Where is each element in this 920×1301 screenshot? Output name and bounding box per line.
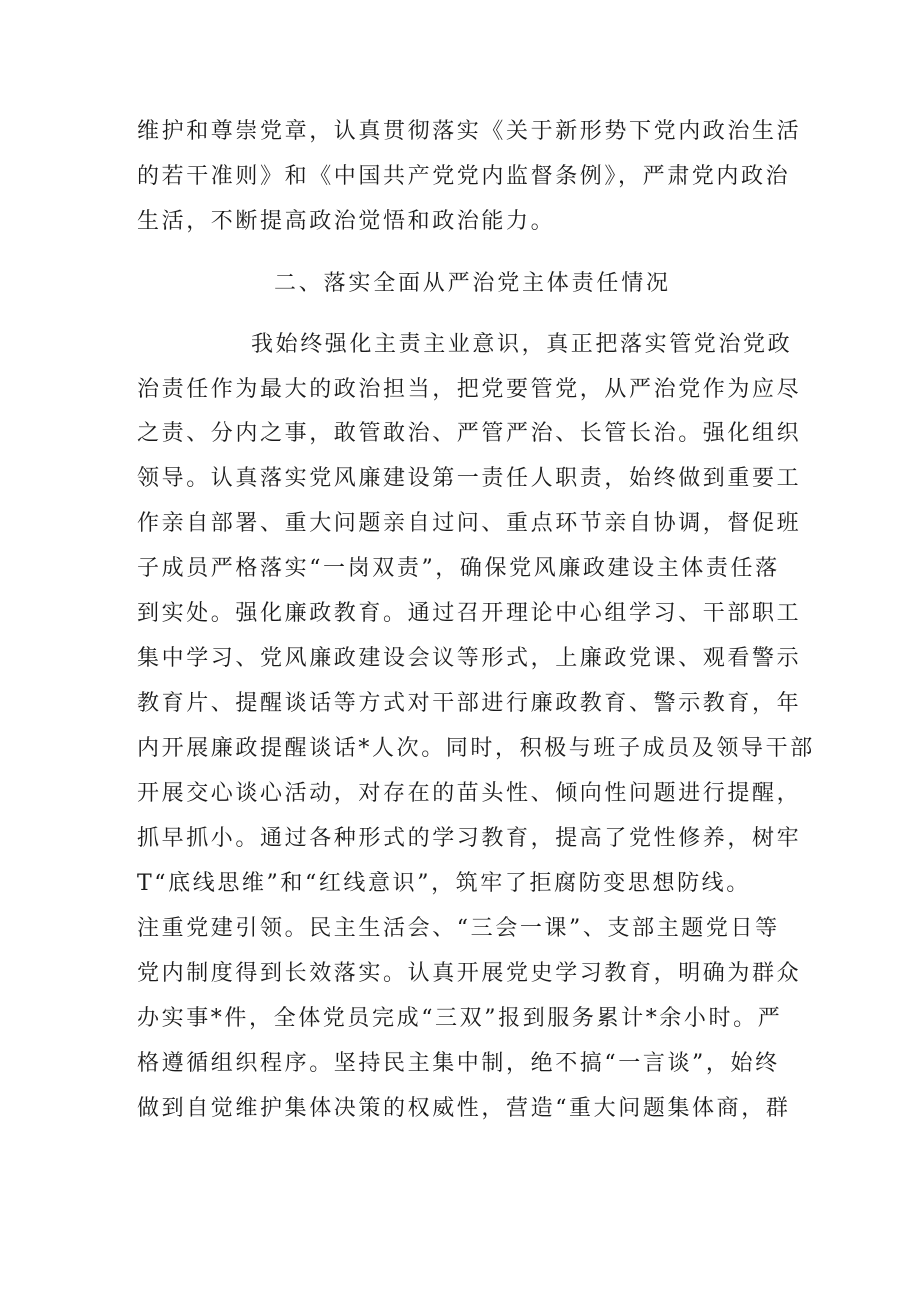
paragraph-2-line-9: 教育片、提醒谈话等方式对干部进行廉政教育、警示教育，年 [137, 691, 802, 716]
paragraph-2-line-3: 之责、分内之事，敢管敢治、严管严治、长管长治。强化组织 [137, 421, 802, 446]
section-heading: 二、落实全面从严治党主体责任情况 [274, 271, 671, 296]
paragraph-2-line-14: 注重党建引领。民主生活会、“三会一课”、支部主题党日等 [137, 916, 780, 941]
paragraph-2-line-6: 子成员严格落实“一岗双责”，确保党风廉政建设主体责任落 [137, 556, 780, 581]
paragraph-2-line-10: 内开展廉政提醒谈话*人次。同时，积极与班子成员及领导干部 [137, 736, 815, 761]
paragraph-2-line-5: 作亲自部署、重大问题亲自过问、重点环节亲自协调，督促班 [137, 511, 802, 536]
paragraph-2-line-17: 格遵循组织程序。坚持民主集中制，绝不搞“一言谈”，始终 [137, 1051, 780, 1076]
paragraph-2-line-13: T“底线思维”和“红线意识”，筑牢了拒腐防变思想防线。 [137, 871, 751, 896]
paragraph-2-line-4: 领导。认真落实党风廉建设第一责任人职责，始终做到重要工 [137, 466, 802, 491]
paragraph-2-line-7: 到实处。强化廉政教育。通过召开理论中心组学习、干部职工 [137, 601, 802, 626]
paragraph-2-line-2: 治责任作为最大的政治担当，把党要管党，从严治党作为应尽 [137, 377, 802, 402]
paragraph-2-line-11: 开展交心谈心活动，对存在的苗头性、倾向性问题进行提醒， [137, 781, 802, 806]
paragraph-2-line-18: 做到自觉维护集体决策的权威性，营造“重大问题集体商，群 [137, 1096, 791, 1121]
paragraph-2-line-16: 办实事*件，全体党员完成“三双”报到服务累计*余小时。严 [137, 1006, 783, 1031]
paragraph-2-line-12: 抓早抓小。通过各种形式的学习教育，提高了党性修养，树牢 [137, 826, 802, 851]
paragraph-2-line-15: 党内制度得到长效落实。认真开展党史学习教育，明确为群众 [137, 961, 802, 986]
paragraph-2-line-1: 我始终强化主责主业意识，真正把落实管党治党政 [251, 332, 793, 357]
paragraph-1-line-3: 生活，不断提高政治觉悟和政治能力。 [137, 209, 556, 234]
paragraph-2-line-8: 集中学习、党风廉政建设会议等形式，上廉政党课、观看警示 [137, 646, 802, 671]
paragraph-1-line-1: 维护和尊崇党章，认真贯彻落实《关于新形势下党内政治生活 [137, 119, 802, 144]
paragraph-1-line-2: 的若干准则》和《中国共产党党内监督条例》，严肃党内政治 [137, 164, 791, 189]
